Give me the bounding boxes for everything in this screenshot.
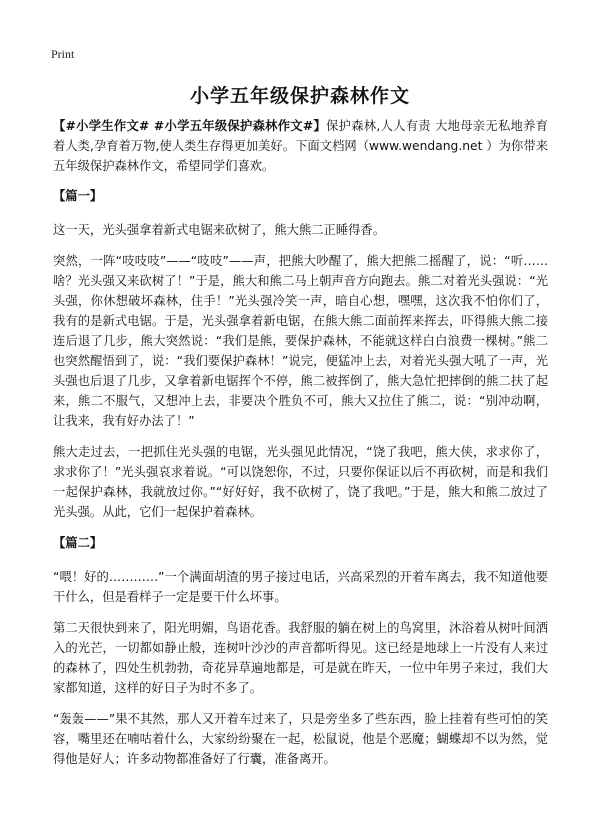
- section-heading-2: 【篇二】: [53, 536, 103, 550]
- page-title: 小学五年级保护森林作文: [189, 85, 410, 107]
- paragraph: 熊大走过去，一把抓住光头强的电锯，光头强见此情况，“饶了我吧，熊大侠，求求你了，求求你了！”光头强哀求着说。“可以饶恕你，不过，只要你保证以后不再砍树，而是和我们一起保护森林，我就放过你。”“好好好，我不砍树了，饶了我吧。”于是，熊大和熊二放过了光头强。从此，它们一起保护着森林。: [53, 445, 548, 519]
- paragraph: 突然，一阵“吱吱吱”——“吱吱”——声，把熊大吵醒了，熊大把熊二摇醒了，说：“听……啥？光头强又来砍树了！”于是，熊大和熊二马上朝声音方向跑去。熊二对着光头强说：“光头强，你休想破坏森林，住手！”光头强冷笑一声，暗自心想，嘿嘿，这次我不怕你们了，我有的是新式电锯。于是，光头强拿着新电锯，在熊大熊二面前挥来挥去，吓得熊大熊二接连后退了几步，熊大突然说：“我们是熊，要保护森林，不能就这样白白浪费一棵树。”熊二也突然醒悟到了，说：“我们要保护森林！”说完，便猛冲上去，对着光头强大吼了一声，光头强也后退了几步，又拿着新电锯挥个不停，熊二被挥倒了，熊大急忙把摔倒的熊二扶了起来，熊二不服气，又想冲上去，非要决个胜负不可，熊大又拉住了熊二，说：“别冲动啊，让我来，我有好办法了！”: [53, 254, 548, 428]
- paragraph: 这一天，光头强拿着新式电锯来砍树了，熊大熊二正睡得香。: [53, 223, 386, 237]
- intro-text: 保护森林,人人有责 大地母亲无私地养育着人类,孕育着万物,使人类生存得更加美好。下面文档网（www.wendang.net ）为你带来五年级保护森林作文，希望同学们喜欢。: [53, 119, 548, 173]
- article-body: [53, 116, 548, 780]
- intro-paragraph: [53, 116, 548, 176]
- intro-tags: 【#小学生作文# #小学五年级保护森林作文#】: [53, 119, 327, 133]
- paragraph: “喂！好的…………”一个满面胡渣的男子接过电话，兴高采烈的开着车离去，我不知道他要干什么，但是看样子一定是要干什么坏事。: [53, 570, 548, 604]
- paragraph: 第二天很快到来了，阳光明媚，鸟语花香。我舒服的躺在树上的鸟窝里，沐浴着从树叶间洒入的光芒，一切都如静止般，连树叶沙沙的声音都听得见。这已经是地球上一片没有人来过的森林了，四处生机勃勃，奇花异草遍地都是，可是就在昨天，一位中年男子来过，我们大家都知道，这样的好日子为时不多了。: [53, 621, 548, 695]
- print-label: Print: [51, 47, 75, 61]
- section-heading-1: 【篇一】: [53, 189, 103, 203]
- paragraph: “轰轰——”果不其然，那人又开着车过来了，只是旁坐多了些东西，脸上挂着有些可怕的笑容，嘴里还在喃咕着什么，大家纷纷聚在一起，松鼠说，他是个恶魔；蝴蝶却不以为然，觉得他是好人；许多动物都准备好了行囊，准备离开。: [53, 712, 548, 766]
